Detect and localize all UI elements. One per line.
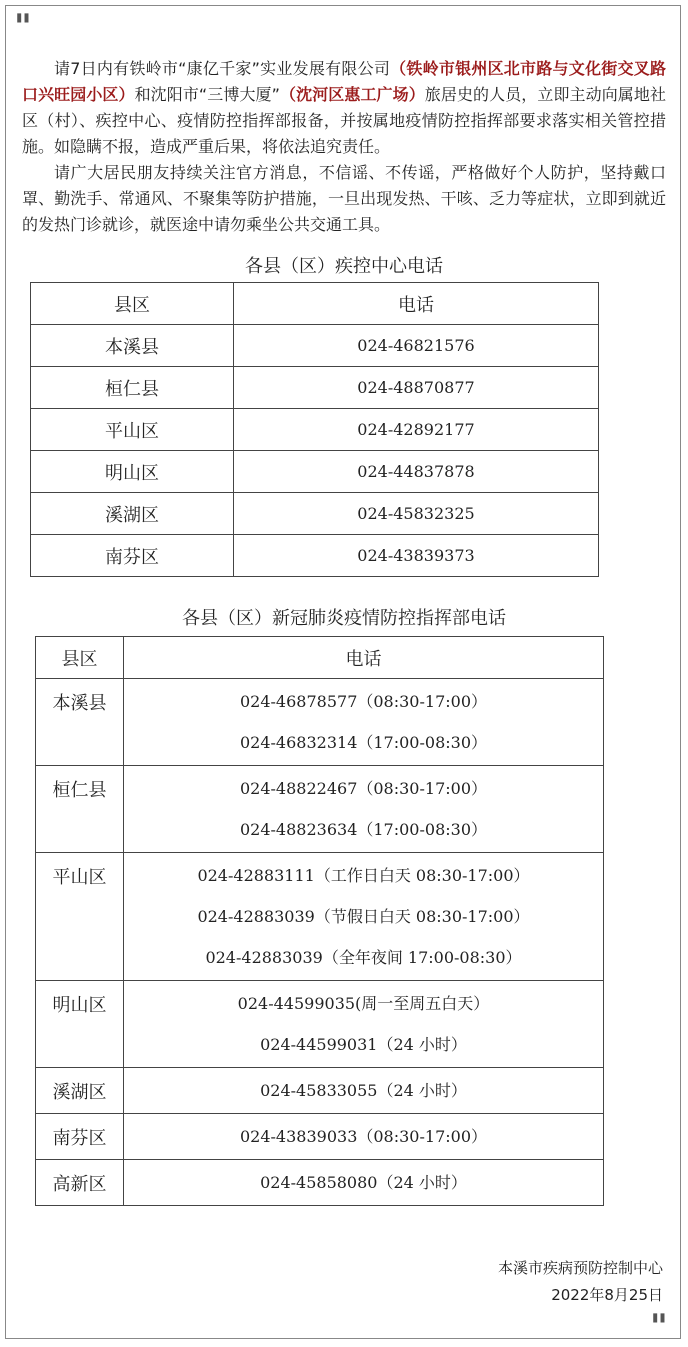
district-cell: 桓仁县 xyxy=(31,367,234,409)
district-cell: 本溪县 xyxy=(31,325,234,367)
phone-number: 024-48822467（08:30-17:00） xyxy=(239,779,487,798)
phone-header: 电话 xyxy=(234,283,599,325)
location-highlight-2: （沈河区惠工广场） xyxy=(279,85,425,104)
phone-number: 024-45858080（24 小时） xyxy=(260,1173,467,1192)
district-cell: 溪湖区 xyxy=(36,1068,124,1114)
district-cell: 南芬区 xyxy=(36,1114,124,1160)
phone-cell: 024-45832325 xyxy=(234,493,599,535)
phone-cell: 024-43839373 xyxy=(234,535,599,577)
phone-number: 024-46832314（17:00-08:30） xyxy=(239,733,487,752)
phone-number: 024-48823634（17:00-08:30） xyxy=(239,820,487,839)
table-row xyxy=(31,409,599,451)
table-row xyxy=(36,1068,604,1114)
district-cell: 溪湖区 xyxy=(31,493,234,535)
table-row xyxy=(36,679,604,766)
district-header: 县区 xyxy=(36,637,124,679)
notice-text-3: 旅居史的人员，立即主动向属地社区（村）、疾控中心、疫情防控指挥部报备，并按属地疫情防控指挥部要求落实相关管控措施。如隐瞒不报，造成严重后果，将依法追究责任。 xyxy=(22,85,666,156)
table-row xyxy=(31,535,599,577)
notice-text-2: 和沈阳市“三博大厦” xyxy=(134,85,280,104)
phone-number: 024-42883039（全年夜间 17:00-08:30） xyxy=(205,948,522,967)
notice-text-1: 请7日内有铁岭市“康亿千家”实业发展有限公司 xyxy=(54,59,391,78)
phone-number: 024-45833055（24 小时） xyxy=(260,1081,467,1100)
phone-number: 024-42883039（节假日白天 08:30-17:00） xyxy=(197,907,530,926)
phone-number: 024-46878577（08:30-17:00） xyxy=(239,692,487,711)
phone-list-cell xyxy=(124,1160,604,1206)
district-cell: 明山区 xyxy=(36,981,124,1068)
phone-header: 电话 xyxy=(124,637,604,679)
location-highlight-1: （铁岭市银州区北市路与文化街交叉路口兴旺园小区） xyxy=(22,59,666,104)
close-quote-mark: " xyxy=(650,1307,668,1347)
district-header: 县区 xyxy=(31,283,234,325)
notice-paragraph-1 xyxy=(22,56,666,160)
phone-number: 024-44599035(周一至周五白天） xyxy=(237,994,490,1013)
notice-paragraph-2: 请广大居民朋友持续关注官方消息，不信谣、不传谣，严格做好个人防护，坚持戴口罩、勤洗手、常通风、不聚集等防护措施，一旦出现发热、干咳、乏力等症状，立即到就近的发热门诊就诊，就医途中请勿乘坐公共交通工具。 xyxy=(22,163,666,234)
footer-date: 2022年8月25日 xyxy=(551,1286,663,1304)
district-cell: 本溪县 xyxy=(36,679,124,766)
table-row xyxy=(36,1114,604,1160)
district-cell: 桓仁县 xyxy=(36,766,124,853)
table-row xyxy=(36,1160,604,1206)
footer-organization: 本溪市疾病预防控制中心 xyxy=(497,1259,663,1277)
phone-cell: 024-48870877 xyxy=(234,367,599,409)
phone-list-cell xyxy=(124,766,604,853)
table-row xyxy=(36,766,604,853)
table-row xyxy=(31,493,599,535)
hq-phone-table xyxy=(35,636,604,1206)
phone-number: 024-44599031（24 小时） xyxy=(260,1035,467,1054)
cdc-phone-table xyxy=(30,282,599,577)
table-header-row xyxy=(36,637,604,679)
phone-cell: 024-44837878 xyxy=(234,451,599,493)
cdc-table-title: 各县（区）疾控中心电话 xyxy=(245,256,443,277)
table-header-row xyxy=(31,283,599,325)
phone-list-cell xyxy=(124,853,604,981)
table-row xyxy=(36,853,604,981)
phone-number: 024-43839033（08:30-17:00） xyxy=(239,1127,487,1146)
table-row xyxy=(36,981,604,1068)
open-quote-mark: " xyxy=(14,7,32,47)
table-row xyxy=(31,451,599,493)
district-cell: 平山区 xyxy=(36,853,124,981)
phone-cell: 024-42892177 xyxy=(234,409,599,451)
phone-list-cell xyxy=(124,1114,604,1160)
phone-list-cell xyxy=(124,981,604,1068)
phone-cell: 024-46821576 xyxy=(234,325,599,367)
district-cell: 平山区 xyxy=(31,409,234,451)
table-row xyxy=(31,367,599,409)
table-row xyxy=(31,325,599,367)
district-cell: 明山区 xyxy=(31,451,234,493)
district-cell: 南芬区 xyxy=(31,535,234,577)
phone-list-cell xyxy=(124,679,604,766)
phone-number: 024-42883111（工作日白天 08:30-17:00） xyxy=(197,866,530,885)
hq-table-title: 各县（区）新冠肺炎疫情防控指挥部电话 xyxy=(182,608,506,629)
phone-list-cell xyxy=(124,1068,604,1114)
district-cell: 高新区 xyxy=(36,1160,124,1206)
